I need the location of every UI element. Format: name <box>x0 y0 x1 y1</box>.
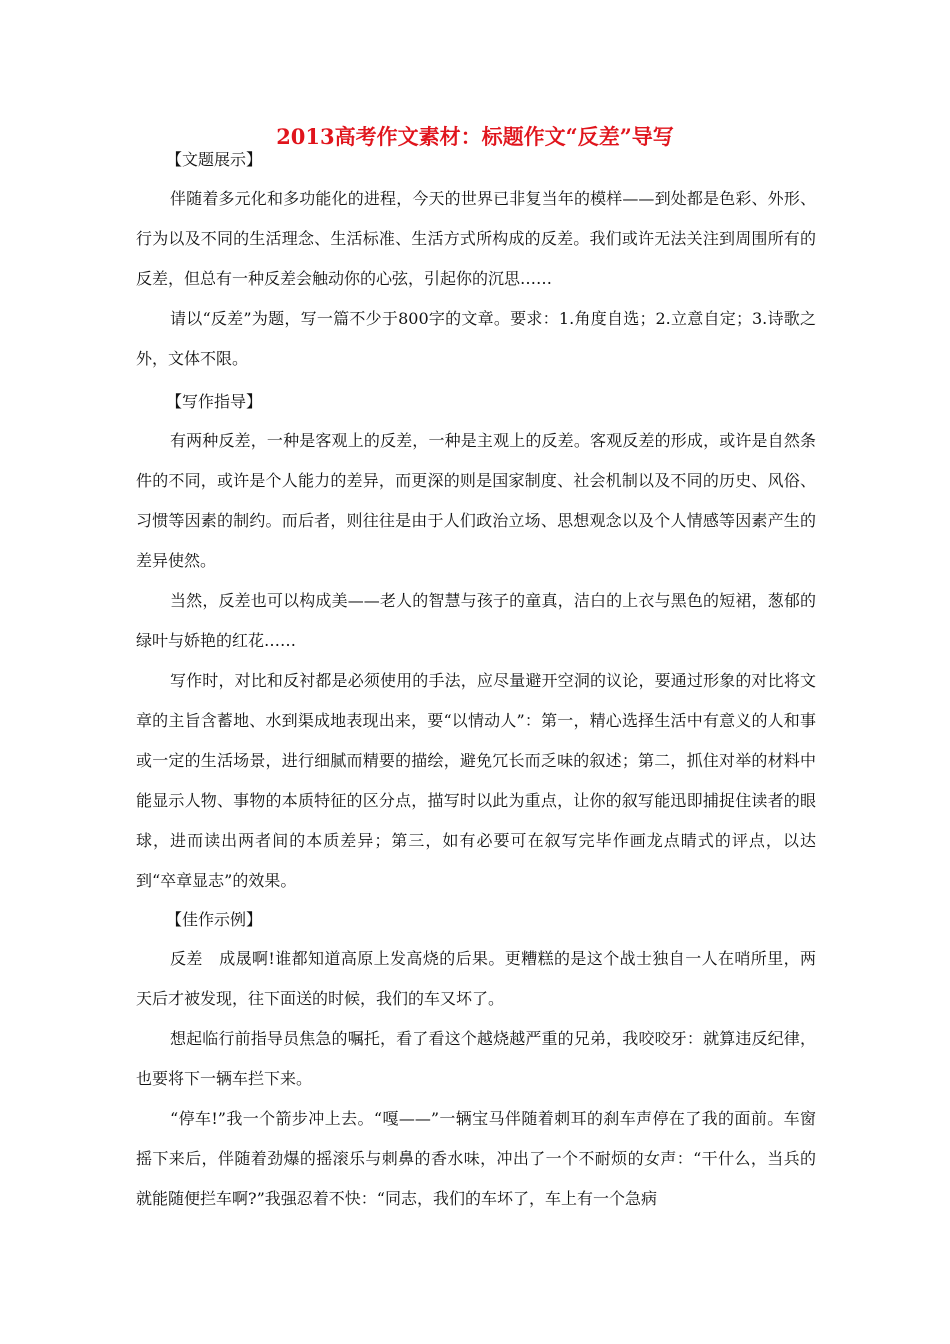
paragraph: 当然，反差也可以构成美——老人的智慧与孩子的童真，洁白的上衣与黑色的短裙，葱郁的绿叶与娇艳的红花…… <box>136 591 816 650</box>
paragraph: 想起临行前指导员焦急的嘱托，看了看这个越烧越严重的兄弟，我咬咬牙：就算违反纪律，也要将下一辆车拦下来。 <box>136 1029 816 1088</box>
section-heading-prompt: 【文题展示】 <box>166 150 263 169</box>
paragraph: 有两种反差，一种是客观上的反差，一种是主观上的反差。客观反差的形成，或许是自然条件的不同，或许是个人能力的差异，而更深的则是国家制度、社会机制以及不同的历史、风俗、习惯等因素的制约。而后者，则往往是由于人们政治立场、思想观念以及个人情感等因素产生的差异使然。 <box>136 431 816 570</box>
paragraph: “停车!”我一个箭步冲上去。“嘎——”一辆宝马伴随着刺耳的刹车声停在了我的面前。车窗摇下来后，伴随着劲爆的摇滚乐与刺鼻的香水味，冲出了一个不耐烦的女声：“干什么，当兵的就能随便拦车啊?”我强忍着不快：“同志，我们的车坏了，车上有一个急病 <box>136 1109 816 1208</box>
paragraph: 请以“反差”为题，写一篇不少于800字的文章。要求：1.角度自选；2.立意自定；3.诗歌之外，文体不限。 <box>136 309 816 368</box>
paragraph: 伴随着多元化和多功能化的进程，今天的世界已非复当年的模样——到处都是色彩、外形、行为以及不同的生活理念、生活标准、生活方式所构成的反差。我们或许无法关注到周围所有的反差，但总有一种反差会触动你的心弦，引起你的沉思…… <box>136 189 816 288</box>
paragraph: 写作时，对比和反衬都是必须使用的手法，应尽量避开空洞的议论，要通过形象的对比将文章的主旨含蓄地、水到渠成地表现出来，要“以情动人”：第一，精心选择生活中有意义的人和事或一定的生活场景，进行细腻而精要的描绘，避免冗长而乏味的叙述；第二，抓住对举的材料中能显示人物、事物的本质特征的区分点，描写时以此为重点，让你的叙写能迅即捕捉住读者的眼球，进而读出两者间的本质差异；第三，如有必要可在叙写完毕作画龙点睛式的评点，以达到“卒章显志”的效果。 <box>136 671 816 890</box>
document-body <box>136 147 816 1219</box>
section-heading-example: 【佳作示例】 <box>166 910 263 929</box>
section-heading-guidance: 【写作指导】 <box>166 392 263 411</box>
paragraph: 反差 成晟啊!谁都知道高原上发高烧的后果。更糟糕的是这个战士独自一人在哨所里，两天后才被发现，往下面送的时候，我们的车又坏了。 <box>136 949 816 1008</box>
document-title: 2013高考作文素材：标题作文“反差”导写 <box>276 124 674 149</box>
